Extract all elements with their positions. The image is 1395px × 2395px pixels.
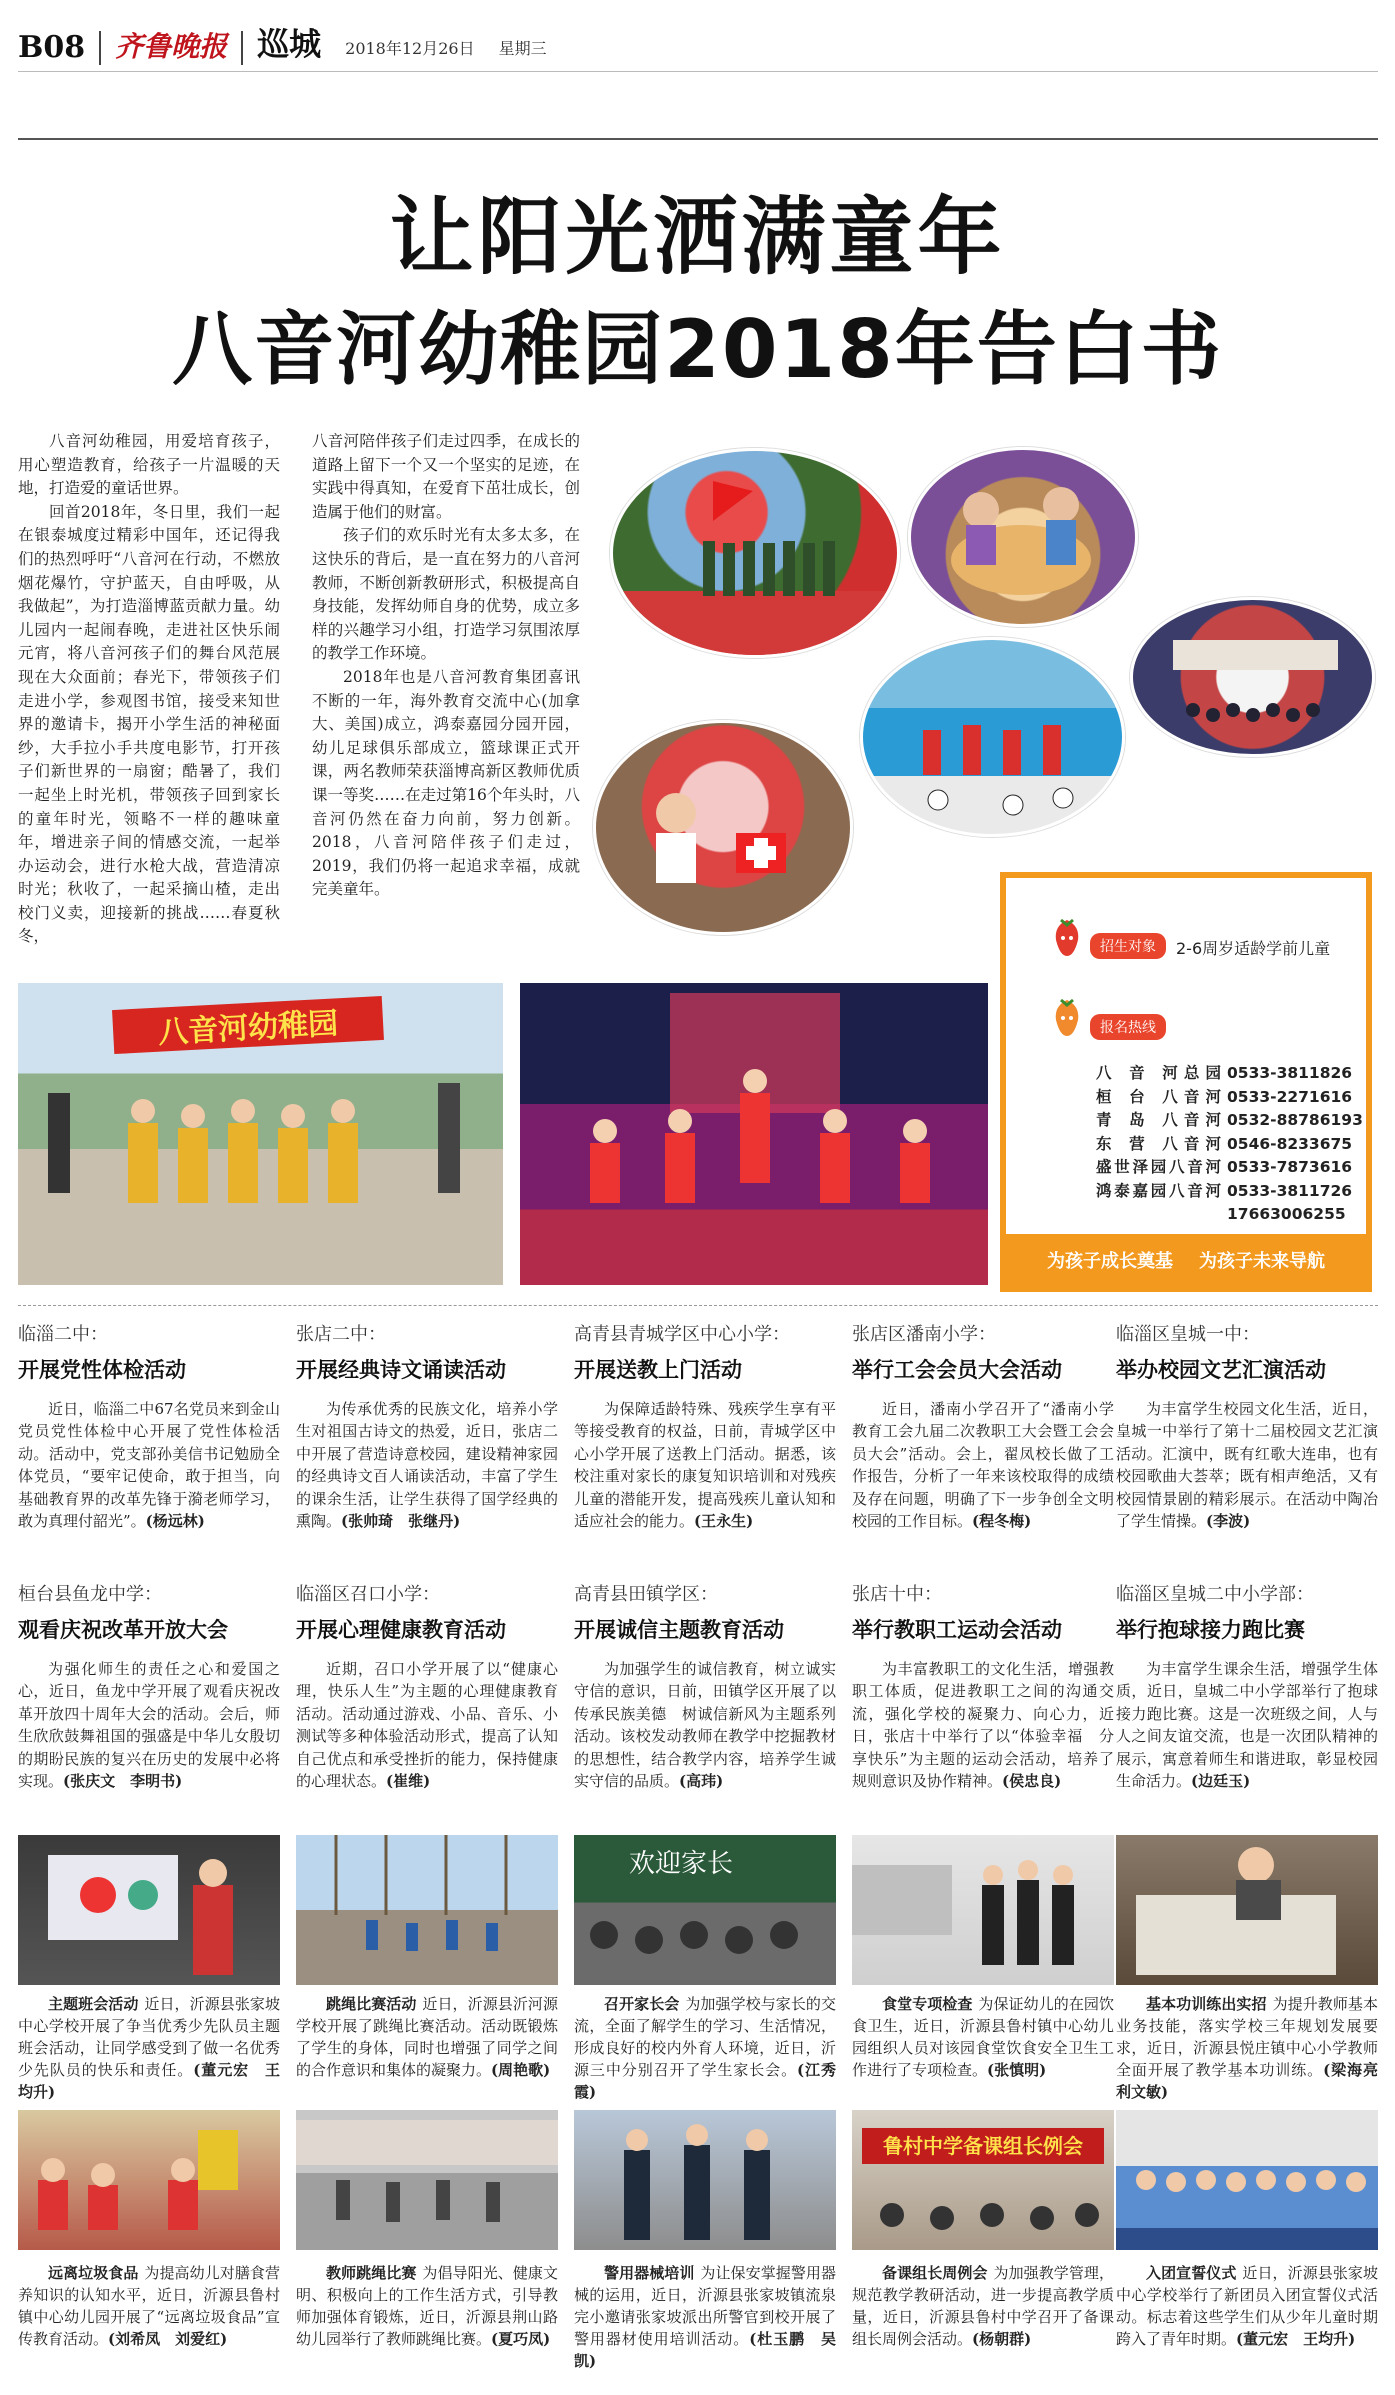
photo-scene	[574, 2110, 836, 2250]
photo-scene	[863, 640, 1125, 837]
meeting-banner: 鲁村中学备课组长例会	[862, 2128, 1104, 2164]
photo-red-cross	[593, 720, 853, 935]
intro-paragraph: 回首2018年，冬日里，我们一起在银泰城度过精彩中国年，还记得我们的热烈呼吁“八音河在行动，不燃放烟花爆竹，守护蓝天，自由呼吸，从我做起”，为打造淄博蓝贡献力量。幼儿园内一起闹春晚，走进社区快乐闹元宵，将八音河孩子们的舞台风范展现在大众面前；春光下，带领孩子们走进小学，参观图书馆，接受来知世界的邀请卡，揭开小学生活的神秘面纱，大手拉小手共度电影节，打开孩子们新世界的一扇窗；酷暑了，我们一起坐上时光机，带领孩子回到家长的童年时光，领略不一样的趣味童年，增进亲子间的情感交流，一起举办运动会，进行水枪大战，营造清凉时光；秋收了，一起采摘山楂，走出校门义卖，迎接新的挑战……春夏秋冬，	[18, 502, 280, 946]
photo-scene	[852, 1835, 1114, 1985]
branch-name: 盛世泽园八音河	[1096, 1158, 1221, 1176]
target-label: 招生对象	[1090, 933, 1166, 959]
photo-scene	[296, 1835, 558, 1985]
article-body	[1116, 1658, 1378, 1792]
article-title: 举行工会会员大会活动	[852, 1358, 1062, 1382]
article-body	[18, 1398, 280, 1532]
caption-text: 近日，沂源县张家坡中心学校举行了新团员入团宣誓仪式活动。标志着这些学生们从少年儿童时期跨入了青年时期。	[1116, 2264, 1378, 2348]
caption-title: 跳绳比赛活动	[326, 1995, 417, 2013]
enrollment-info-box	[1000, 872, 1372, 1292]
phone-row	[1096, 1086, 1363, 1110]
photo-caption	[296, 2262, 558, 2350]
article-school: 临淄区召口小学：	[296, 1584, 440, 1605]
photo-scene	[1133, 600, 1375, 757]
caption-byline: (张慎明)	[987, 2061, 1047, 2079]
photo-caption	[574, 2262, 836, 2372]
strawberry-mascot-icon	[1052, 916, 1082, 958]
intro-paragraph: 2018年也是八音河教育集团喜讯不断的一年，海外教育交流中心(加拿大、美国)成立，鸿泰嘉园分园开园，幼儿足球俱乐部成立，篮球课正式开课，两名教师荣获淄博高新区教师优质课一等奖……在走过第16个年头时，八音河仍然在奋力向前，努力创新。2018，八音河陪伴孩子们走过，2019，我们仍将一起追求幸福，成就完美童年。	[312, 667, 580, 899]
caption-text: 近日，沂源县张家坡中心学校开展了争当优秀少先队员主题班会活动，让同学感受到了做一名优秀少先队员的快乐和责任。	[18, 1995, 280, 2079]
article-title: 开展党性体检活动	[18, 1358, 186, 1382]
phone-row	[1096, 1203, 1363, 1227]
article-byline: (张庆文 李明书)	[63, 1772, 183, 1791]
article-title: 开展经典诗文诵读活动	[296, 1358, 506, 1382]
article	[852, 1320, 1114, 1532]
photo-caption	[1116, 1993, 1393, 2103]
section-name: 巡城	[257, 25, 322, 63]
article-school: 桓台县鱼龙中学：	[18, 1584, 162, 1605]
photo-kids-cooking	[908, 447, 1138, 627]
photo-police-training	[574, 2110, 836, 2250]
caption-byline: (梁海亮 利文敏)	[1116, 2061, 1393, 2101]
article-school: 高青县青城学区中心小学：	[574, 1324, 790, 1345]
photo-class-meeting	[18, 1835, 280, 1985]
branch-name: 青 岛 八音河	[1096, 1111, 1221, 1129]
article	[852, 1580, 1114, 1792]
phone-row	[1096, 1062, 1363, 1086]
photo-scene	[1116, 1835, 1378, 1985]
article-school: 张店二中：	[296, 1324, 386, 1345]
caption-text: 为保证幼儿的在园饮食卫生，近日，沂源县鲁村镇中心幼儿园组织人员对该园食堂饮食安全卫生工作进行了专项检查。	[852, 1995, 1114, 2079]
article-byline: (高玮)	[679, 1772, 724, 1791]
slogan: 为孩子未来导航	[1199, 1251, 1325, 1272]
article-text: 近期，召口小学开展了以“健康心理，快乐人生”为主题的心理健康教育活动。活动通过游戏、小品、音乐、小测试等多种体验活动形式，提高了认知自己优点和承受挫折的能力，保持健康的心理状态。	[296, 1660, 558, 1791]
caption-title: 警用器械培训	[604, 2264, 695, 2282]
article-title: 观看庆祝改革开放大会	[18, 1618, 228, 1642]
photo-auditorium	[1130, 597, 1375, 757]
article-text: 为丰富学生校园文化生活，近日，皇城一中举行了第十二届校园文艺汇演活动。汇演中，既有红歌大连串，也有校园歌曲大荟萃；既有相声绝活，又有校园情景剧的精彩展示。在活动中陶冶了学生情操。	[1116, 1400, 1378, 1531]
intro-paragraph: 八音河幼稚园，用爱培育孩子，用心塑造教育，给孩子一片温暖的天地，打造爱的童话世界。	[18, 432, 280, 498]
branch-name	[1096, 1203, 1221, 1227]
photo-caption	[18, 1993, 280, 2103]
caption-byline: (杨朝群)	[972, 2330, 1032, 2348]
branch-name: 八 音 河总园	[1096, 1064, 1221, 1082]
photo-football	[860, 637, 1125, 837]
caption-byline: (江秀霞)	[574, 2061, 836, 2101]
phone-number: 0532-88786193	[1227, 1111, 1363, 1129]
article-byline: (崔维)	[386, 1772, 431, 1791]
article-title: 举办校园文艺汇演活动	[1116, 1358, 1326, 1382]
caption-text: 为让保安掌握警用器械的运用，近日，沂源县张家坡镇流泉完小邀请张家坡派出所警官到校开展了警用器材使用培训活动。	[574, 2264, 836, 2348]
article	[1116, 1320, 1378, 1532]
caption-title: 主题班会活动	[48, 1995, 139, 2013]
slogan: 为孩子成长奠基	[1047, 1251, 1173, 1272]
article-byline: (程冬梅)	[972, 1512, 1032, 1531]
caption-title: 备课组长周例会	[882, 2264, 988, 2282]
article-byline: (杨远林)	[145, 1512, 205, 1531]
caption-title: 远离垃圾食品	[48, 2264, 139, 2282]
photo-caption	[852, 1993, 1114, 2081]
caption-byline: (刘希凤 刘爱红)	[108, 2330, 228, 2348]
article-text: 为强化师生的责任之心和爱国之心，近日，鱼龙中学开展了观看庆祝改革开放四十周年大会的活动。会后，师生欣欣鼓舞祖国的强盛是中华儿女殷切的期盼民族的复兴在历史的发展中必将实现。	[18, 1660, 280, 1791]
caption-text: 为提升教师基本业务技能，落实学校三年规划发展要求，近日，沂源县悦庄镇中心小学教师全面开展了教学基本功训练。	[1116, 1995, 1378, 2079]
article-school: 临淄区皇城二中小学部：	[1116, 1584, 1314, 1605]
phone-number: 0533-7873616	[1227, 1158, 1353, 1176]
photo-caption	[296, 1993, 558, 2081]
slogan-bar	[1006, 1234, 1366, 1286]
article-body	[296, 1658, 558, 1792]
article-text: 为丰富教职工的文化生活，增强教职工体质，促进教职工之间的沟通交流，强化学校的凝聚力、向心力，近日，张店十中举行了以“体验幸福 分享快乐”为主题的运动会活动，培养了规则意识及协作精神。	[852, 1660, 1114, 1791]
photo-caption	[18, 2262, 280, 2350]
article-byline: (李波)	[1206, 1512, 1251, 1531]
newspaper-logo: 齐鲁晚报	[115, 30, 228, 63]
article	[574, 1320, 836, 1532]
article-title: 开展心理健康教育活动	[296, 1618, 506, 1642]
article-body	[852, 1398, 1114, 1532]
banner-text: 八音河幼稚园	[112, 996, 384, 1054]
article-body	[1116, 1398, 1378, 1532]
strawberry-mascot-icon	[1052, 996, 1082, 1038]
article-body	[574, 1658, 836, 1792]
caption-byline: (董元宏 王均升)	[18, 2061, 280, 2101]
article-text: 为加强学生的诚信教育，树立诚实守信的意识，日前，田镇学区开展了以传承民族美德 树诚信新风为主题系列活动。该校发动教师在教学中挖掘教材的思想性，结合教学内容，培养学生诚实守信的品质。	[574, 1660, 836, 1791]
section-divider	[18, 1305, 1378, 1306]
article-text: 近日，临淄二中67名党员来到金山党员党性体检中心开展了党性体检活动。活动中，党支部孙美信书记勉励全体党员，“要牢记使命，敢于担当，向基础教育界的改革先锋于漪老师学习，敢为真理付韶光”。	[18, 1400, 280, 1531]
photo-junk-food	[18, 2110, 280, 2250]
branch-name: 鸿泰嘉园八音河	[1096, 1181, 1221, 1200]
phone-row	[1096, 1180, 1363, 1204]
photo-scene	[613, 451, 900, 658]
article-text: 为保障适龄特殊、残疾学生享有平等接受教育的权益，日前，青城学区中心小学开展了送教上门活动。据悉，该校注重对家长的康复知识培训和对残疾儿童的潜能开发，提高残疾儿童认知和适应社会的能力。	[574, 1400, 836, 1531]
issue-date: 2018年12月26日	[345, 39, 475, 58]
article	[18, 1580, 280, 1792]
article	[18, 1320, 280, 1532]
article	[296, 1320, 558, 1532]
photo-scene	[1116, 2110, 1378, 2250]
article-school: 张店十中：	[852, 1584, 942, 1605]
caption-title: 入团宣誓仪式	[1146, 2264, 1237, 2282]
article-school: 高青县田镇学区：	[574, 1584, 718, 1605]
photo-scene	[911, 450, 1138, 627]
photo-scene	[18, 1835, 280, 1985]
caption-byline: (夏巧凤)	[491, 2330, 551, 2348]
photo-parade	[18, 983, 503, 1285]
photo-stage	[520, 983, 988, 1285]
issue-weekday: 星期三	[498, 39, 547, 58]
caption-title: 教师跳绳比赛	[326, 2264, 417, 2282]
phone-number: 17663006255	[1227, 1205, 1346, 1223]
caption-byline: (董元宏 王均升)	[1236, 2330, 1356, 2348]
photo-rope-skipping	[296, 1835, 558, 1985]
hotline-label: 报名热线	[1090, 1014, 1166, 1040]
phone-number: 0533-3811726	[1227, 1181, 1353, 1200]
article-body	[852, 1658, 1114, 1792]
phone-number: 0546-8233675	[1227, 1134, 1353, 1153]
article-title: 举行抱球接力跑比赛	[1116, 1618, 1305, 1642]
intro-column-2	[312, 430, 580, 902]
phone-row	[1096, 1109, 1363, 1133]
photo-parents-meeting	[574, 1835, 836, 1985]
article-body	[18, 1658, 280, 1792]
phone-list	[1096, 1062, 1363, 1227]
article-school: 张店区潘南小学：	[852, 1324, 996, 1345]
article	[1116, 1580, 1378, 1792]
article-body	[574, 1398, 836, 1532]
caption-byline: (杜玉鹏 吴凯)	[574, 2330, 836, 2370]
target-text: 2-6周岁适龄学前儿童	[1176, 939, 1331, 958]
article	[574, 1580, 836, 1792]
article-title: 举行教职工运动会活动	[852, 1618, 1062, 1642]
photo-caption	[574, 1993, 836, 2103]
article-school: 临淄二中：	[18, 1324, 108, 1345]
photo-teacher-skipping	[296, 2110, 558, 2250]
caption-text: 为提高幼儿对膳食营养知识的认知水平，近日，沂源县鲁村镇中心幼儿园开展了“远离垃圾食品”宣传教育活动。	[18, 2264, 280, 2348]
caption-text: 近日，沂源县沂河源学校开展了跳绳比赛活动。活动既锻炼了学生的身体，同时也增强了同学之间的合作意识和集体的凝聚力。	[296, 1995, 558, 2079]
article-title: 开展诚信主题教育活动	[574, 1618, 784, 1642]
phone-number: 0533-2271616	[1227, 1087, 1353, 1106]
article-title: 开展送教上门活动	[574, 1358, 742, 1382]
caption-text: 为倡导阳光、健康文明、积极向上的工作生活方式，引导教师加强体育锻炼，近日，沂源县荆山路幼儿园举行了教师跳绳比赛。	[296, 2264, 558, 2348]
photo-scene	[596, 723, 853, 935]
photo-caption	[1116, 2262, 1378, 2350]
article	[296, 1580, 558, 1792]
phone-number: 0533-3811826	[1227, 1064, 1353, 1082]
rule	[18, 138, 1378, 140]
article-text: 为传承优秀的民族文化，培养小学生对祖国古诗文的热爱，近日，张店二中开展了营造诗意校园，建设精神家园的经典诗文百人诵读活动，丰富了学生的课余生活，让学生获得了国学经典的熏陶。	[296, 1400, 558, 1531]
masthead-divider	[99, 31, 101, 65]
article-byline: (张帅琦 张继丹)	[341, 1512, 461, 1531]
masthead	[18, 22, 1378, 72]
phone-row	[1096, 1133, 1363, 1157]
caption-text: 为加强学校与家长的交流，全面了解学生的学习、生活情况，形成良好的校内外育人环境，近日，沂源三中分别召开了学生家长会。	[574, 1995, 836, 2079]
article-byline: (边廷玉)	[1191, 1772, 1251, 1791]
blackboard-text: 欢迎家长	[629, 1849, 734, 1879]
page-number: B08	[18, 30, 86, 65]
photo-league-oath	[1116, 2110, 1378, 2250]
caption-text: 为加强教学管理，规范教学教研活动，进一步提高教学质量，近日，沂源县鲁村中学召开了备课组长周例会活动。	[852, 2264, 1114, 2348]
caption-title: 基本功训练出实招	[1146, 1995, 1267, 2013]
article-text: 近日，潘南小学召开了“潘南小学教育工会九届二次教职工大会暨工会会员大会”活动。会上，翟凤校长做了工作报告，分析了一年来该校取得的成绩及存在问题，明确了下一步争创全文明校园的工作目标。	[852, 1400, 1114, 1531]
branch-name: 东 营 八音河	[1096, 1134, 1221, 1153]
photo-canteen-check	[852, 1835, 1114, 1985]
photo-caption	[852, 2262, 1114, 2350]
photo-military-kids	[610, 448, 900, 658]
photo-scene	[520, 983, 988, 1285]
intro-paragraph: 八音河陪伴孩子们走过四季，在成长的道路上留下一个又一个坚实的足迹，在实践中得真知，在爱育下茁壮成长，创造属于他们的财富。	[312, 432, 580, 521]
masthead-divider	[241, 31, 243, 65]
article-byline: (王永生)	[694, 1512, 754, 1531]
caption-byline: (周艳歌)	[491, 2061, 551, 2079]
photo-lesson-meeting	[852, 2110, 1114, 2250]
phone-row	[1096, 1156, 1363, 1180]
intro-paragraph: 孩子们的欢乐时光有太多太多，在这快乐的背后，是一直在努力的八音河教师，不断创新教研形式，积极提高自身技能，发挥幼师自身的优势，成立多样的兴趣学习小组，打造学习氛围浓厚的教学工作环境。	[312, 526, 580, 663]
headline-line2: 八音河幼稚园2018年告白书	[172, 303, 1223, 396]
article-school: 临淄区皇城一中：	[1116, 1324, 1260, 1345]
caption-title: 召开家长会	[604, 1995, 680, 2013]
article-body	[296, 1398, 558, 1532]
article-text: 为丰富学生课余生活，增强学生体质，近日，皇城二中小学部举行了抱球接力跑比赛。这是一次班级之间，人与人之间友谊交流，也是一次团队精神的展示，寓意着师生和谐进取，彰显校园生命活力。	[1116, 1660, 1378, 1791]
photo-scene	[296, 2110, 558, 2250]
headline-line1: 让阳光洒满童年	[389, 188, 1006, 286]
caption-title: 食堂专项检查	[882, 1995, 973, 2013]
branch-name: 桓 台 八音河	[1096, 1087, 1221, 1106]
photo-teacher-training	[1116, 1835, 1378, 1985]
intro-column-1	[18, 430, 280, 949]
article-byline: (侯忠良)	[1002, 1772, 1062, 1791]
photo-scene	[18, 2110, 280, 2250]
